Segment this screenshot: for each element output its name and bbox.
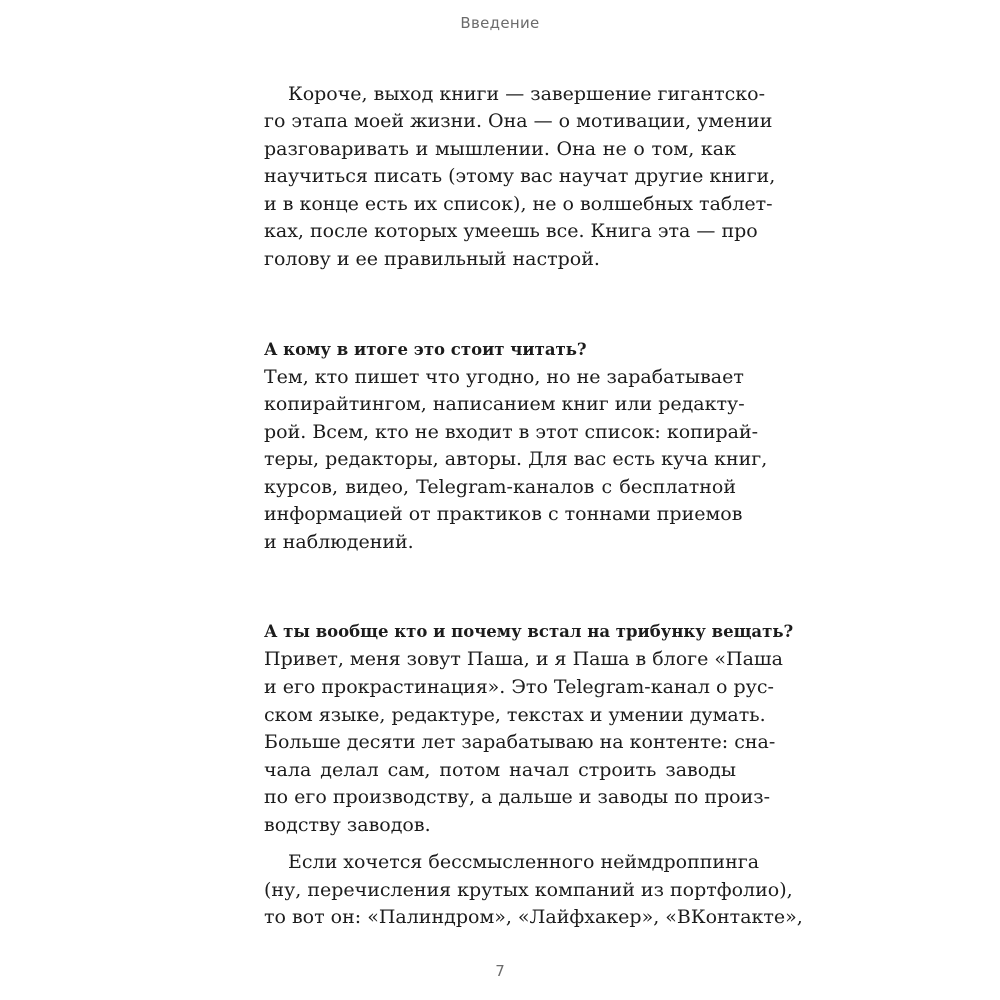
page-number: 7 <box>495 962 505 980</box>
paragraph-line: чала делал сам, потом начал строить заводы <box>264 759 736 781</box>
paragraph-line: теры, редакторы, авторы. Для вас есть куча книг, <box>264 448 768 470</box>
paragraph-line: информацией от практиков с тоннами приемов <box>264 503 743 525</box>
paragraph-line: и наблюдений. <box>264 531 414 553</box>
paragraph-line: Если хочется бессмысленного неймдроппинга <box>288 851 760 873</box>
paragraph-line: и в конце есть их список), не о волшебных таблет- <box>264 193 773 215</box>
paragraph-line: Короче, выход книги — завершение гигантско- <box>288 83 766 105</box>
paragraph-line: и его прокрастинация». Это Telegram-канал о рус- <box>264 676 774 698</box>
paragraph-line: ках, после которых умеешь все. Книга эта — про <box>264 220 758 242</box>
paragraph-line: научиться писать (этому вас научат другие книги, <box>264 165 776 187</box>
paragraph-line: голову и ее правильный настрой. <box>264 248 600 270</box>
paragraph-line: курсов, видео, Telegram-каналов с бесплатной <box>264 476 736 498</box>
paragraph-line: (ну, перечисления крутых компаний из портфолио), <box>264 879 793 901</box>
section-heading: А кому в итоге это стоит читать? <box>264 340 587 359</box>
paragraph-line: ском языке, редактуре, текстах и умении думать. <box>264 704 766 726</box>
paragraph-line: Больше десяти лет зарабатываю на контенте: сна- <box>264 731 776 753</box>
paragraph-line: то вот он: «Палиндром», «Лайфхакер», «ВКонтакте», <box>264 906 803 928</box>
paragraph-line: Тем, кто пишет что угодно, но не зарабатывает <box>264 366 744 388</box>
section-heading: А ты вообще кто и почему встал на трибунку вещать? <box>264 622 794 641</box>
paragraph-line: го этапа моей жизни. Она — о мотивации, умении <box>264 110 773 132</box>
paragraph-line: копирайтингом, написанием книг или редакту- <box>264 393 745 415</box>
paragraph-line: водству заводов. <box>264 814 431 836</box>
paragraph-line: рой. Всем, кто не входит в этот список: копирай- <box>264 421 759 443</box>
paragraph-line: разговаривать и мышлении. Она не о том, как <box>264 138 736 160</box>
paragraph-line: Привет, меня зовут Паша, и я Паша в блоге «Паша <box>264 648 783 670</box>
paragraph-line: по его производству, а дальше и заводы по произ- <box>264 786 771 808</box>
running-header: Введение <box>460 14 540 32</box>
